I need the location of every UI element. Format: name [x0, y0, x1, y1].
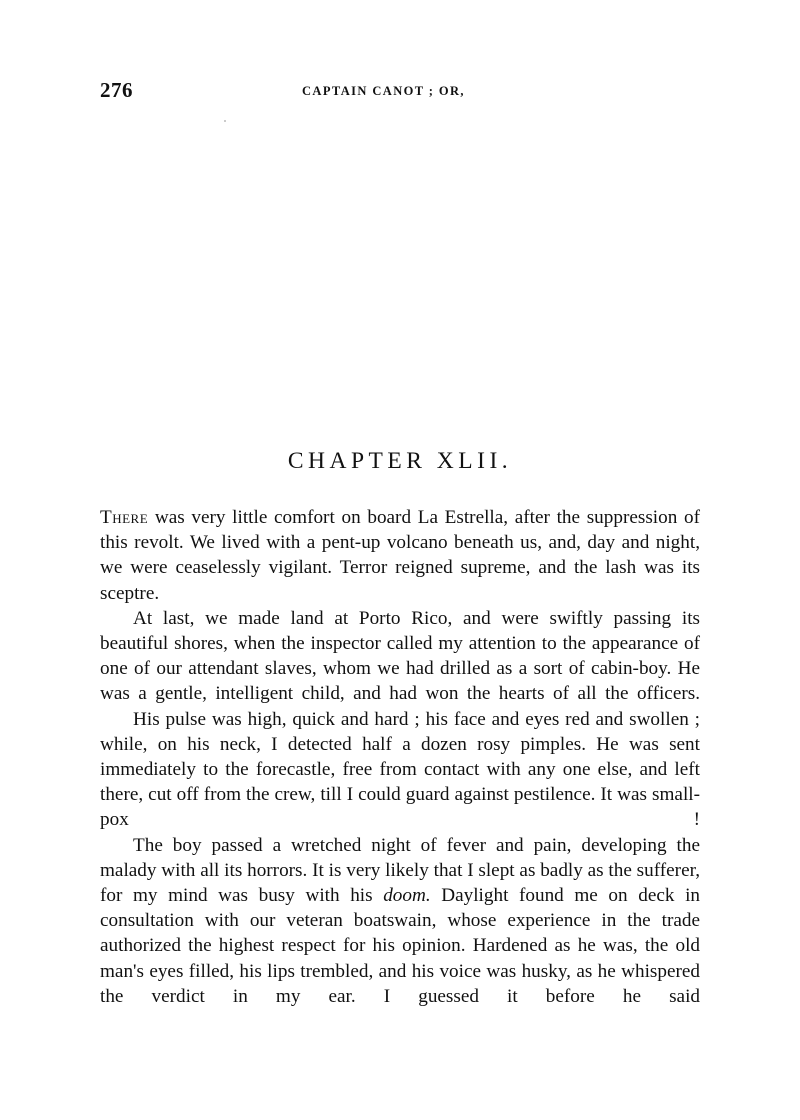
paragraph-4: [100, 833, 700, 1009]
chapter-heading: CHAPTER XLII.: [287, 448, 513, 474]
paper-speck: [224, 120, 226, 122]
paragraph-4-text-after: Daylight found me on deck in consultation with our veteran boatswain, whose experience in the trade authorized the highest respect for his opinion. Hardened as he was, the old man's eyes filled, his lips trembled, and his voice was husky, as he whispered the verdict in my ear. I guessed it before he said: [100, 885, 700, 1007]
paragraph-4-text-before: The boy passed a wretched night of fever and pain, developing the malady with all its horrors. It is very likely that I slept as badly as the sufferer, for my mind was busy with his: [100, 834, 700, 907]
paragraph-2: At last, we made land at Porto Rico, and were swiftly passing its beautiful shores, when the inspector called my attention to the appearance of one of our attendant slaves, whom we had drilled as a sort of cabin-boy. He was a gentle, intelligent child, and had won the hearts of all the officers.: [100, 607, 700, 705]
opening-word: There: [100, 507, 149, 528]
paragraph-3: His pulse was high, quick and hard ; his face and eyes red and swollen ; while, on his neck, I detected half a dozen rosy pimples. He was sent immediately to the forecastle, free from contact with any one else, and left there, cut off from the crew, till I could guard against pestilence. It was small-pox !: [100, 708, 700, 831]
emphasis-doom: doom.: [383, 885, 431, 907]
running-head: [100, 78, 700, 108]
paragraph-1-text: was very little comfort on board La Estrella, after the suppression of this revolt. We lived with a pent-up volcano beneath us, and, day and night, we were ceaselessly vigilant. Terror reigned supreme, and the lash was its sceptre.: [100, 507, 700, 604]
running-title: CAPTAIN CANOT ; OR,: [302, 84, 465, 98]
chapter-body: [100, 505, 700, 1009]
page-number: 276: [100, 78, 133, 102]
paragraph-1: [100, 505, 700, 606]
